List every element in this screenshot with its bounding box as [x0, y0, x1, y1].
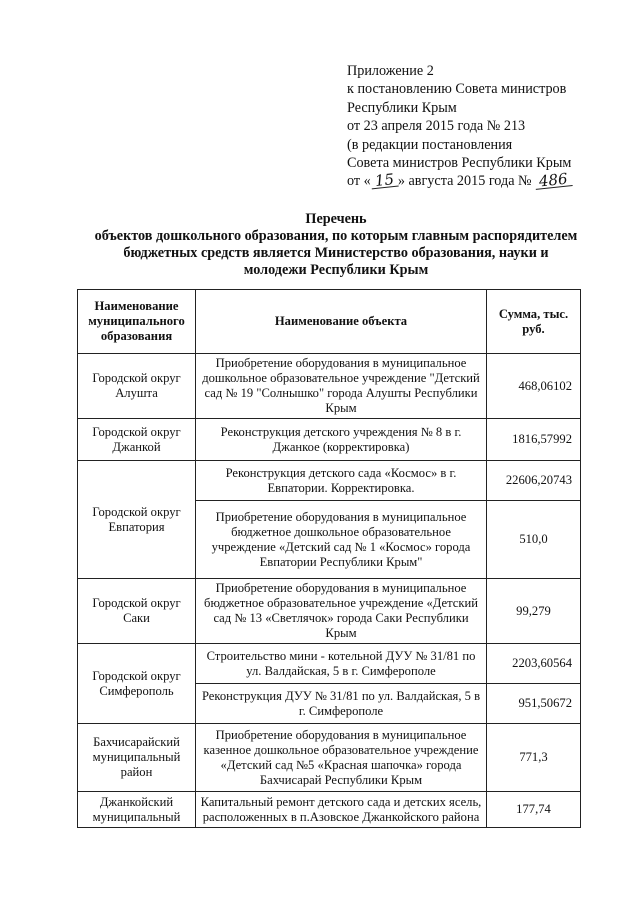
- table-row: [78, 644, 581, 684]
- date-middle: » августа 2015 года №: [397, 173, 536, 190]
- header-line-4: от 23 апреля 2015 года № 213: [347, 118, 526, 135]
- object-cell: Реконструкция детского сада «Космос» в г. Евпатории. Корректировка.: [196, 461, 487, 501]
- sum-cell: 22606,20743: [487, 461, 581, 501]
- object-cell: Приобретение оборудования в муниципальное бюджетное дошкольное образовательное учреждение «Детский сад № 1 «Космос» города Евпатории Республики Крым": [196, 501, 487, 579]
- appendix-header: [347, 62, 572, 191]
- header-line-7: [347, 169, 572, 191]
- municipality-cell: Городской округ Симферополь: [78, 644, 196, 724]
- municipality-cell: Городской округ Евпатория: [78, 461, 196, 579]
- title-line-3: бюджетных средств является Министерство образования, науки и: [123, 245, 549, 261]
- header-sum: Сумма, тыс. руб.: [487, 290, 581, 354]
- objects-table: [77, 289, 581, 828]
- header-line-1: Приложение 2: [347, 63, 434, 79]
- object-cell: Приобретение оборудования в муниципальное дошкольное образовательное учреждение "Детский сад № 19 "Солнышко" города Алушты Республики Крым: [196, 354, 487, 419]
- handwritten-day: 15: [370, 172, 399, 190]
- table-row: [78, 419, 581, 461]
- sum-cell: 1816,57992: [487, 419, 581, 461]
- object-cell: Реконструкция детского учреждения № 8 в г. Джанкое (корректировка): [196, 419, 487, 461]
- header-object: Наименование объекта: [196, 290, 487, 354]
- header-line-5: (в редакции постановления: [347, 136, 513, 153]
- municipality-cell: Городской округ Джанкой: [78, 419, 196, 461]
- municipality-cell: Городской округ Саки: [78, 579, 196, 644]
- table-row: [78, 724, 581, 792]
- handwritten-number: 486: [534, 172, 572, 191]
- sum-cell: 99,279: [487, 579, 581, 644]
- sum-cell: 771,3: [487, 724, 581, 792]
- table-row: [78, 461, 581, 501]
- object-cell: Капитальный ремонт детского сада и детских ясель, расположенных в п.Азовское Джанкойского района: [196, 792, 487, 828]
- title-line-4: молодежи Республики Крым: [243, 262, 429, 278]
- municipality-cell: Городской округ Алушта: [78, 354, 196, 419]
- table-row: [78, 792, 581, 828]
- object-cell: Приобретение оборудования в муниципальное казенное дошкольное образовательное учреждение «Детский сад №5 «Красная шапочка» города Бахчисарай Республики Крым: [196, 724, 487, 792]
- sum-cell: 2203,60564: [487, 644, 581, 684]
- sum-cell: 510,0: [487, 501, 581, 579]
- table-row: [78, 579, 581, 644]
- object-cell: Приобретение оборудования в муниципальное бюджетное образовательное учреждение «Детский сад № 13 «Светлячок» города Саки Республики Крым: [196, 579, 487, 644]
- title-line-1: Перечень: [305, 211, 367, 227]
- object-cell: Строительство мини - котельной ДУУ № 31/81 по ул. Валдайская, 5 в г. Симферополе: [196, 644, 487, 684]
- table-row: [78, 354, 581, 419]
- sum-cell: 468,06102: [487, 354, 581, 419]
- document-title: [62, 211, 610, 279]
- title-line-2: объектов дошкольного образования, по которым главным распорядителем: [94, 228, 578, 244]
- header-municipality: Наименование муниципального образования: [78, 290, 196, 354]
- page-bottom-margin: [0, 833, 640, 905]
- sum-cell: 951,50672: [487, 684, 581, 724]
- sum-cell: 177,74: [487, 792, 581, 828]
- header-line-6: Совета министров Республики Крым: [347, 155, 572, 172]
- municipality-cell: Бахчисарайский муниципальный район: [78, 724, 196, 792]
- date-prefix: от «: [347, 173, 371, 190]
- header-line-3: Республики Крым: [347, 99, 457, 116]
- municipality-cell: Джанкойский муниципальный: [78, 792, 196, 828]
- table-header-row: [78, 290, 581, 354]
- object-cell: Реконструкция ДУУ № 31/81 по ул. Валдайская, 5 в г. Симферополе: [196, 684, 487, 724]
- header-line-2: к постановлению Совета министров: [347, 81, 567, 98]
